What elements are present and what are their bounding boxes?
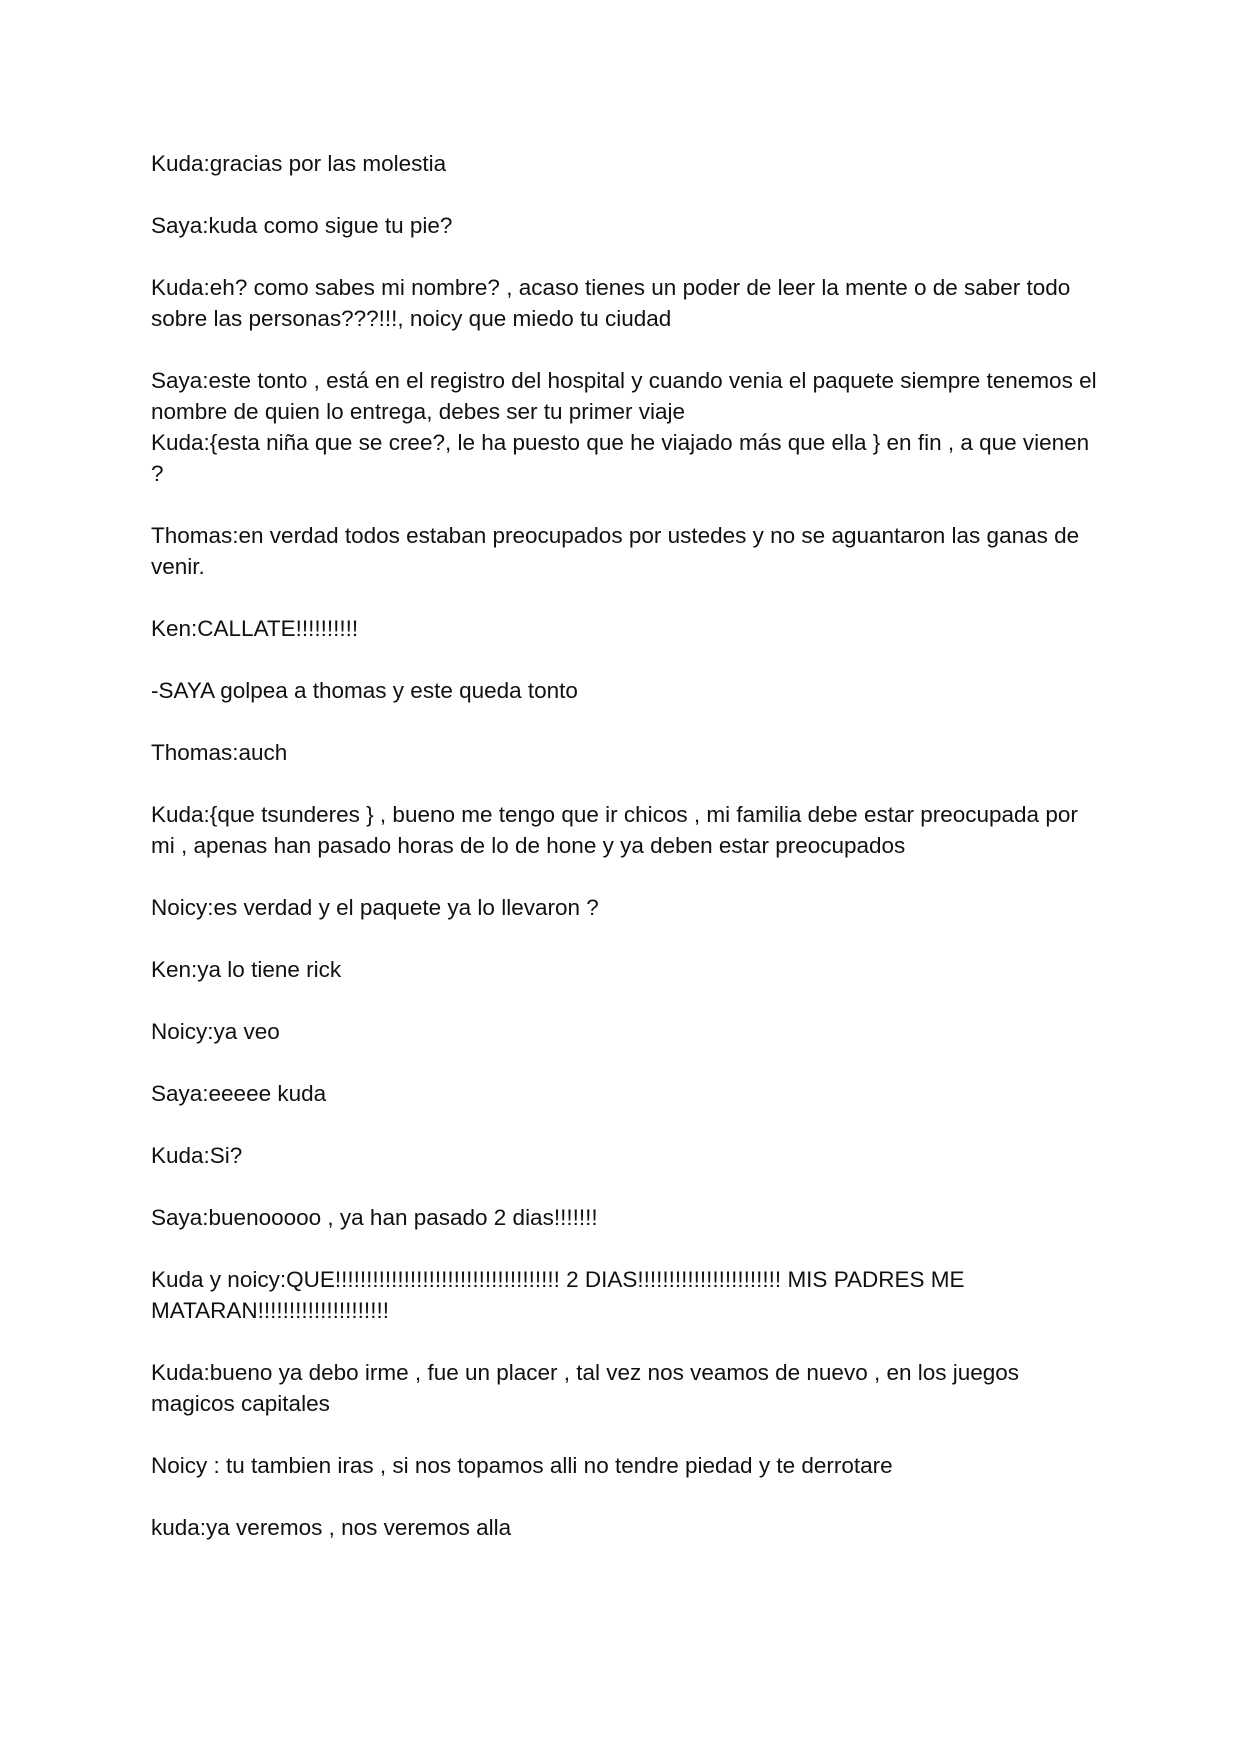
paragraph: Thomas:auch bbox=[151, 740, 288, 765]
paragraph: Kuda:{que tsunderes } , bueno me tengo que ir chicos , mi familia debe estar preocupada por mi , apenas han pasado horas de lo de hone y ya deben estar preocupados bbox=[151, 802, 1078, 858]
paragraph: Kuda:bueno ya debo irme , fue un placer , tal vez nos veamos de nuevo , en los juegos magicos capitales bbox=[151, 1360, 1020, 1416]
paragraph: Saya:este tonto , está en el registro del hospital y cuando venia el paquete siempre tenemos el nombre de quien lo entrega, debes ser tu primer viaje bbox=[151, 368, 1097, 424]
paragraph: Saya:eeeee kuda bbox=[151, 1081, 327, 1106]
paragraph: -SAYA golpea a thomas y este queda tonto bbox=[151, 678, 578, 703]
document-body bbox=[151, 148, 1101, 1543]
paragraph: Kuda y noicy:QUE!!!!!!!!!!!!!!!!!!!!!!!!!!!!!!!!!!!! 2 DIAS!!!!!!!!!!!!!!!!!!!!!!! MIS PADRES ME MATARAN!!!!!!!!!!!!!!!!!!!!! bbox=[151, 1267, 965, 1323]
paragraph: Ken:ya lo tiene rick bbox=[151, 957, 342, 982]
paragraph: Noicy:es verdad y el paquete ya lo llevaron ? bbox=[151, 895, 599, 920]
paragraph: Kuda:eh? como sabes mi nombre? , acaso tienes un poder de leer la mente o de saber todo sobre las personas???!!!, noicy que miedo tu ciudad bbox=[151, 275, 1071, 331]
paragraph: Thomas:en verdad todos estaban preocupados por ustedes y no se aguantaron las ganas de venir. bbox=[151, 523, 1080, 579]
paragraph: kuda:ya veremos , nos veremos alla bbox=[151, 1515, 512, 1540]
paragraph: Saya:buenooooo , ya han pasado 2 dias!!!!!!! bbox=[151, 1205, 598, 1230]
paragraph: Kuda:gracias por las molestia bbox=[151, 151, 447, 176]
paragraph: Noicy:ya veo bbox=[151, 1019, 280, 1044]
paragraph: Noicy : tu tambien iras , si nos topamos alli no tendre piedad y te derrotare bbox=[151, 1453, 893, 1478]
paragraph: Ken:CALLATE!!!!!!!!!! bbox=[151, 616, 359, 641]
paragraph: Saya:kuda como sigue tu pie? bbox=[151, 213, 453, 238]
paragraph: Kuda:Si? bbox=[151, 1143, 243, 1168]
paragraph: Kuda:{esta niña que se cree?, le ha puesto que he viajado más que ella } en fin , a que vienen ? bbox=[151, 430, 1090, 486]
